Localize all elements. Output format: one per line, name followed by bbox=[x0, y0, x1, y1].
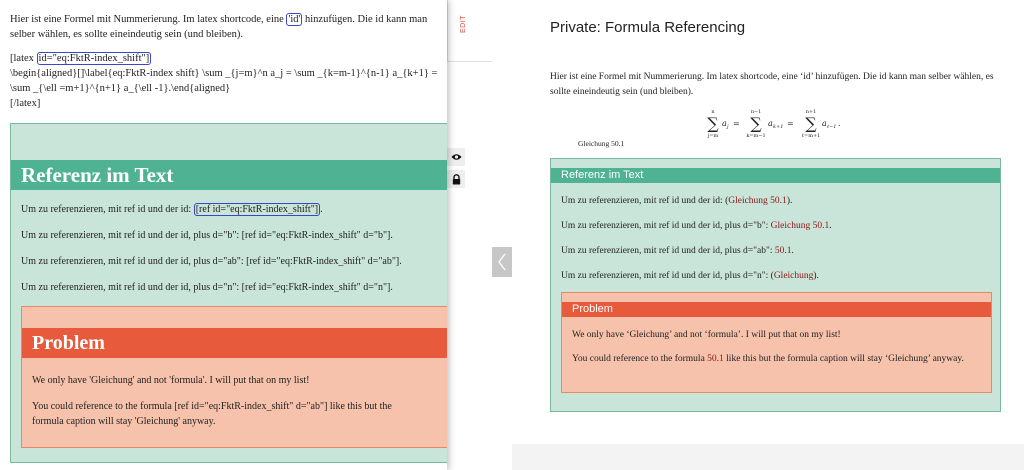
chevron-left-icon bbox=[497, 253, 507, 271]
sum-rhs-sub: ℓ=m+1 bbox=[801, 133, 821, 139]
equation-ref-link[interactable]: 50.1 bbox=[707, 354, 724, 364]
preview-ref-line1 bbox=[561, 196, 792, 206]
term-rhs-sub: ℓ−1 bbox=[827, 124, 837, 130]
ref-line1-suffix: . bbox=[320, 204, 323, 215]
formula-equation bbox=[702, 107, 862, 143]
sum-lhs-sub: j=m bbox=[707, 133, 719, 139]
preview-problem-box bbox=[561, 292, 992, 393]
eq-sign-1: = bbox=[733, 119, 740, 128]
latex-open-line[interactable] bbox=[10, 51, 151, 67]
editor-ref-line4[interactable]: Um zu referenzieren, mit ref id und der id, plus d="n": [ref id="eq:FktR-index_shift" d="n"]. bbox=[21, 282, 393, 293]
preview-ref-line2-text: Um zu referenzieren, mit ref id und der id, plus d="b": bbox=[561, 221, 771, 231]
sum-rhs-sigma: ∑ bbox=[805, 114, 817, 133]
formula-end: . bbox=[838, 119, 841, 128]
preview-problem-title: Problem bbox=[562, 302, 991, 317]
preview-problem-text: You could reference to the formula bbox=[572, 354, 708, 364]
preview-problem-line2 bbox=[572, 352, 967, 366]
sum-lhs-sigma: ∑ bbox=[707, 114, 719, 133]
latex-close-line[interactable]: [/latex] bbox=[10, 98, 41, 109]
highlight-latex-id: id="eq:FktR-index_shift"] bbox=[38, 53, 150, 64]
formula-caption: Gleichung 50.1 bbox=[578, 139, 625, 148]
editor-problem-title[interactable]: Problem bbox=[22, 328, 447, 358]
edit-tab[interactable] bbox=[447, 0, 492, 62]
editor-ref-line3[interactable]: Um zu referenzieren, mit ref id und der id, plus d="ab": [ref id="eq:FktR-index_shift" d="ab"]. bbox=[21, 256, 402, 267]
editor-problem-line3[interactable]: formula caption will stay 'Gleichung' anyway. bbox=[32, 416, 216, 427]
latex-open-tag: [latex bbox=[10, 53, 37, 64]
page-title: Private: Formula Referencing bbox=[550, 19, 746, 36]
term-rhs: a bbox=[822, 119, 827, 128]
preview-ref-line3 bbox=[561, 246, 794, 256]
editor-reference-box bbox=[10, 123, 447, 463]
sum-mid-sub: k=m−1 bbox=[746, 133, 766, 139]
preview-intro: Hier ist eine Formel mit Nummerierung. Im latex shortcode, eine ‘id’ hinzufügen. Die id kann man selber wählen, es sollte eineindeutig sein (und bleiben). bbox=[550, 72, 994, 97]
pane-gutter bbox=[447, 0, 512, 470]
editor-pane[interactable] bbox=[0, 0, 447, 470]
term-mid-sub: k+1 bbox=[773, 124, 784, 130]
editor-intro-line1[interactable] bbox=[10, 12, 427, 28]
preview-toggle-button[interactable] bbox=[447, 148, 465, 166]
edit-tab-label: EDIT bbox=[460, 15, 467, 33]
editor-problem-line1[interactable]: We only have 'Gleichung' and not 'formula'. I will put that on my list! bbox=[32, 375, 310, 386]
editor-intro-text: Hier ist eine Formel mit Nummerierung. Im latex shortcode, eine bbox=[10, 14, 287, 25]
sum-mid-sup: n−1 bbox=[750, 109, 762, 115]
preview-ref-line4-suffix: ). bbox=[813, 271, 819, 281]
preview-ref-line2-suffix: . bbox=[829, 221, 832, 231]
eye-icon bbox=[451, 153, 462, 161]
lock-icon bbox=[452, 174, 461, 185]
equation-ref-link[interactable]: 50.1 bbox=[774, 246, 792, 256]
preview-page bbox=[512, 0, 1024, 444]
preview-pane bbox=[512, 0, 1024, 470]
ref-line1-text: Um zu referenzieren, mit ref id und der id: bbox=[21, 204, 194, 215]
equation-ref-link[interactable]: Gleichung bbox=[773, 271, 814, 281]
sum-lhs-sup: n bbox=[711, 109, 715, 115]
editor-intro-line2[interactable]: selber wählen, es sollte eineindeutig sein (und bleiben). bbox=[10, 29, 243, 40]
editor-problem-box bbox=[21, 306, 447, 448]
equation-ref-link[interactable]: Gleichung 50.1 bbox=[728, 196, 787, 206]
latex-code-line3[interactable]: \sum _{\ell =m+1}^{n+1} a_{\ell -1}.\end{aligned} bbox=[10, 83, 231, 94]
preview-ref-line4 bbox=[561, 271, 819, 281]
term-mid: a bbox=[768, 119, 773, 128]
sum-mid-sigma: ∑ bbox=[750, 114, 762, 133]
editor-problem-line2[interactable]: You could reference to the formula [ref id="eq:FktR-index_shift" d="ab"] like this but the bbox=[32, 401, 392, 412]
editor-ref-line1[interactable] bbox=[21, 204, 323, 215]
equation-ref-link[interactable]: Gleichung 50.1 bbox=[770, 221, 830, 231]
preview-ref-line2 bbox=[561, 221, 832, 231]
latex-code-line2[interactable]: \begin{aligned}[]\label{eq:FktR-index shift} \sum _{j=m}^n a_j = \sum _{k=m-1}^{n-1} a_{k+1} = bbox=[10, 68, 438, 79]
highlight-id-token: 'id' bbox=[288, 14, 301, 25]
preview-problem-line1: We only have ‘Gleichung’ and not ‘formula’. I will put that on my list! bbox=[572, 330, 841, 340]
term-lhs-sub: j bbox=[727, 124, 729, 130]
preview-ref-line1-text: Um zu referenzieren, mit ref id und der id: ( bbox=[561, 196, 729, 206]
preview-reference-box-title: Referenz im Text bbox=[551, 168, 1000, 183]
preview-ref-line3-text: Um zu referenzieren, mit ref id und der id, plus d="ab": bbox=[561, 246, 775, 256]
preview-ref-line1-suffix: ). bbox=[786, 196, 793, 206]
lock-button[interactable] bbox=[447, 170, 465, 188]
editor-intro-text-cont: hinzufügen. Die id kann man bbox=[302, 14, 428, 25]
sum-rhs-sup: n+1 bbox=[805, 109, 817, 115]
preview-ref-line3-suffix: . bbox=[791, 246, 794, 256]
collapse-pane-button[interactable] bbox=[492, 247, 512, 277]
editor-reference-box-title[interactable]: Referenz im Text bbox=[11, 160, 447, 190]
preview-ref-line4-text: Um zu referenzieren, mit ref id und der id, plus d="n": ( bbox=[561, 271, 774, 281]
term-lhs: a bbox=[722, 119, 727, 128]
eq-sign-2: = bbox=[787, 119, 794, 128]
preview-reference-box bbox=[550, 158, 1001, 412]
preview-problem-text-cont: like this but the formula caption will stay ‘Gleichung’ anyway. bbox=[723, 354, 964, 364]
editor-ref-line2[interactable]: Um zu referenzieren, mit ref id und der id, plus d="b": [ref id="eq:FktR-index_shift" d="b"]. bbox=[21, 230, 393, 241]
highlight-ref-shortcode: [ref id="eq:FktR-index_shift"] bbox=[195, 204, 319, 215]
